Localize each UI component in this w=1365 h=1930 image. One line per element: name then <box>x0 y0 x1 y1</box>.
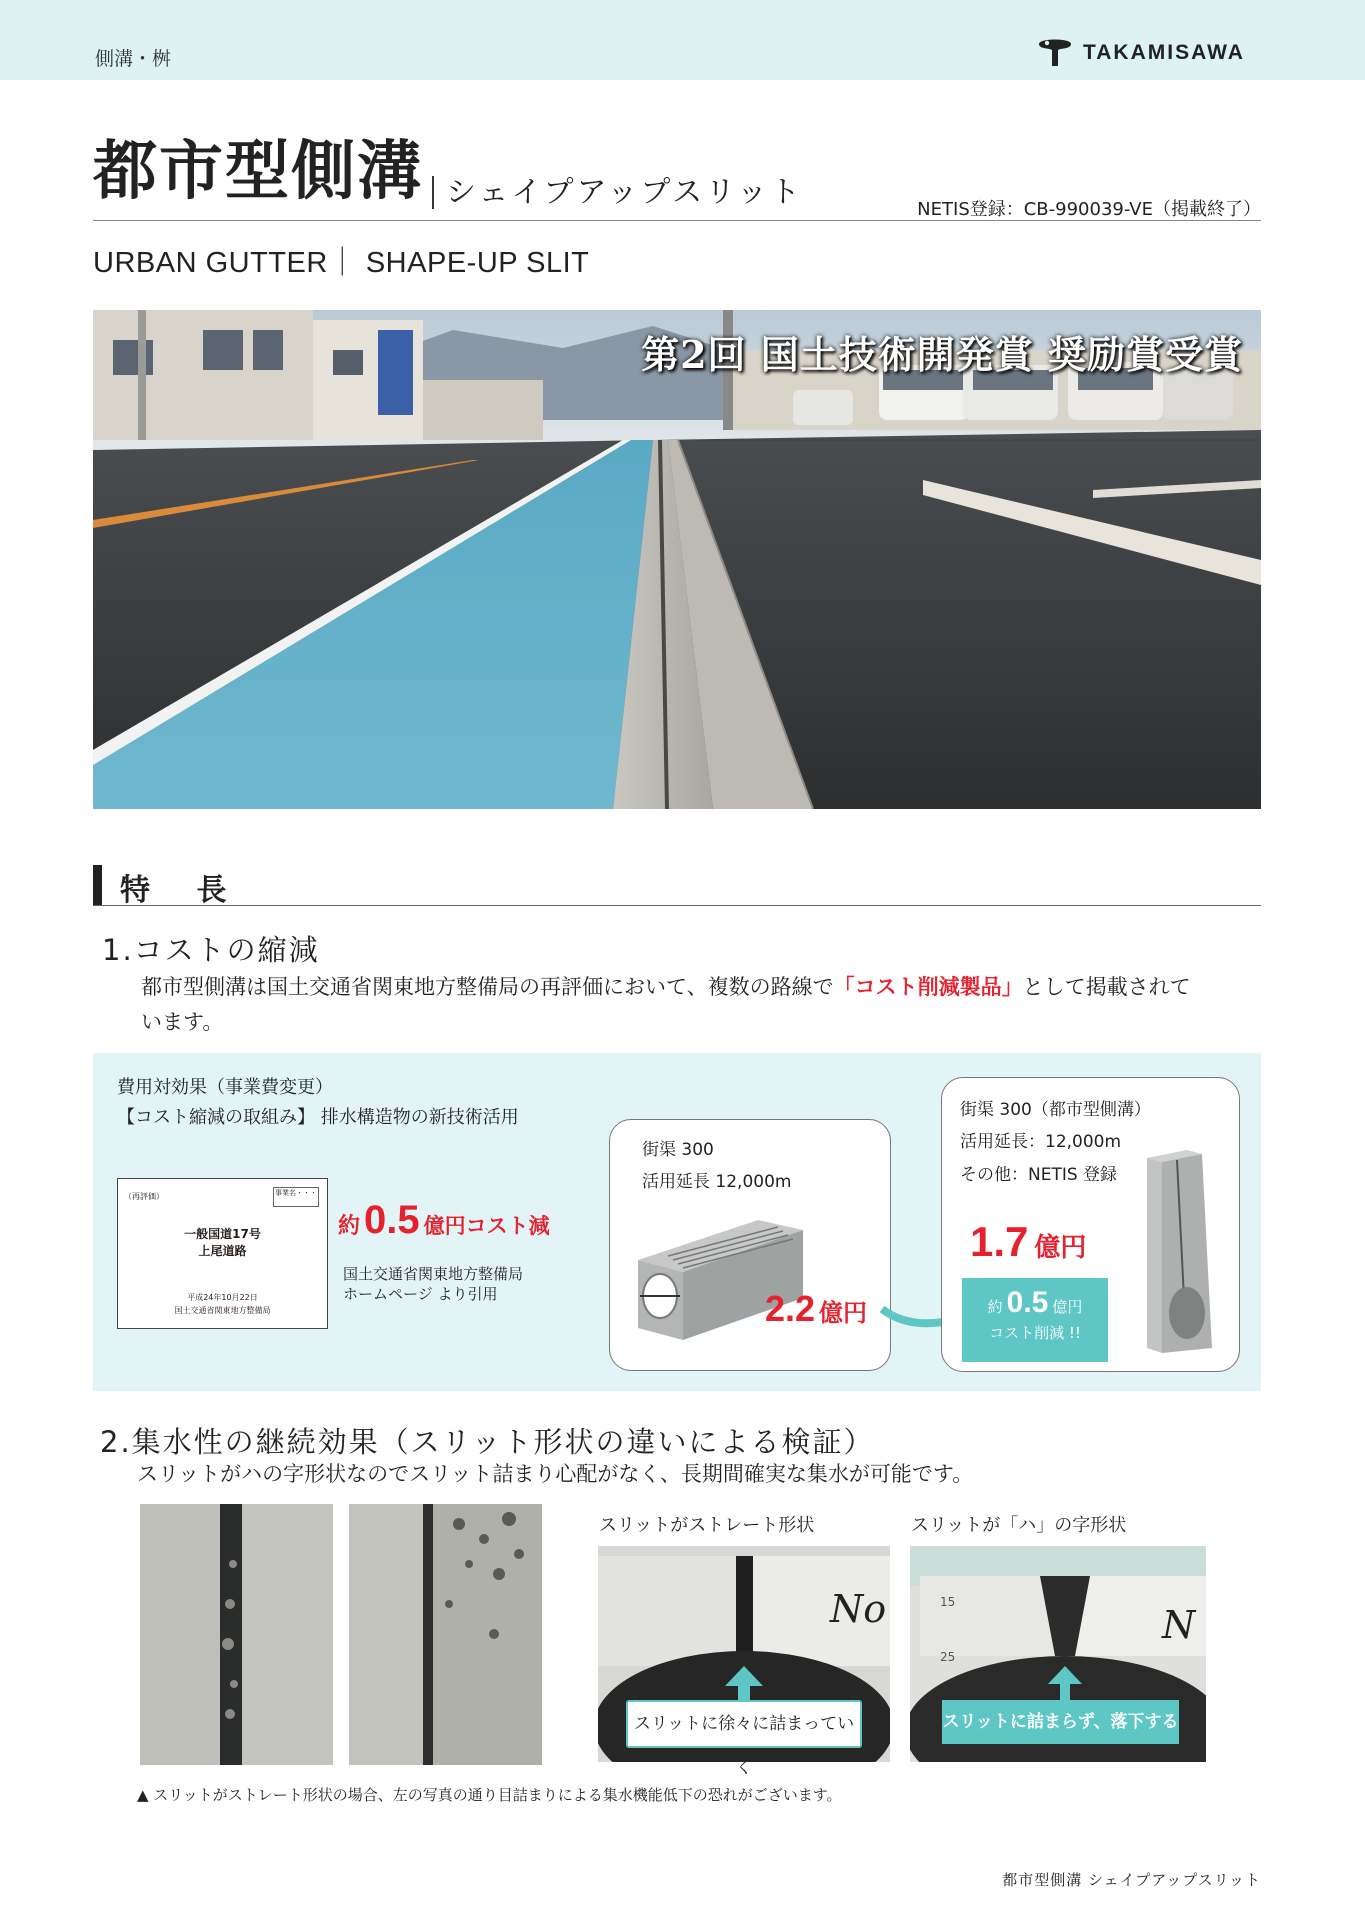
feature-2-title: 2.集水性の継続効果（スリット形状の違いによる検証） <box>100 1425 875 1459</box>
netis-registration: NETIS登録：CB-990039-VE（掲載終了） <box>917 199 1261 220</box>
urban-gutter-image <box>1132 1148 1217 1358</box>
ha-slit-label: スリットが「ハ」の字形状 <box>911 1515 1127 1536</box>
straight-slit-label: スリットがストレート形状 <box>599 1515 815 1536</box>
evaluation-document <box>117 1178 328 1329</box>
page-subtitle: シェイプアップスリット <box>432 176 803 209</box>
page-title: 都市型側溝 <box>93 135 423 209</box>
badge-prefix: 約 <box>987 1298 1003 1316</box>
cost-reduction-highlight: 「コスト削減製品」 <box>833 975 1023 999</box>
card1-cost-value: 2.2 <box>765 1288 816 1329</box>
saving-badge <box>962 1278 1108 1362</box>
feature-1-text <box>141 970 1266 1039</box>
card2-specs <box>960 1094 1151 1191</box>
card2-cost-value: 1.7 <box>970 1218 1029 1265</box>
logo-text: TAKAMISAWA <box>1083 41 1245 64</box>
source-note-2: ホームページ より引用 <box>343 1285 498 1303</box>
card1-line1: 街渠 300 <box>642 1140 714 1160</box>
english-title: URBAN GUTTER｜ SHAPE-UP SLIT <box>93 247 590 279</box>
heading-bar <box>93 865 102 905</box>
slit-warning-note: ▲ スリットがストレート形状の場合、左の写真の通り目詰まりによる集水機能低下の恐れがございます。 <box>137 1786 842 1804</box>
section-title: 特 長 <box>120 873 245 908</box>
company-logo <box>1035 36 1245 70</box>
saving-suffix: 億円コスト減 <box>423 1215 550 1238</box>
saving-badge-amount <box>962 1286 1108 1320</box>
card1-line2: 活用延長 12,000m <box>642 1172 792 1193</box>
card2-line2: 活用延長：12,000m <box>960 1132 1122 1153</box>
conventional-gutter-card <box>609 1119 891 1371</box>
card2-cost-unit: 億円 <box>1034 1232 1087 1262</box>
doc-date: 平成24年10月22日 <box>187 1293 258 1302</box>
card2-cost <box>970 1218 1086 1266</box>
straight-photo-marking: No <box>830 1587 887 1631</box>
title-divider <box>93 220 1261 221</box>
doc-org: 国土交通省関東地方整備局 <box>174 1306 271 1315</box>
road-gutter-photo <box>93 310 1261 809</box>
badge-note: コスト削減 !! <box>989 1324 1081 1342</box>
category-label: 側溝・桝 <box>95 48 172 70</box>
section-heading-features <box>93 865 1261 906</box>
card1-cost <box>765 1288 867 1330</box>
feature-1-text-start: 都市型側溝は国土交通省関東地方整備局の再評価において、複数の路線で <box>141 975 834 999</box>
clogged-slit-photo-1 <box>140 1504 333 1765</box>
straight-slit-caption: スリットに徐々に詰まっていく <box>626 1700 862 1748</box>
feature-2-text: スリットがハの字形状なのでスリット詰まり心配がなく、長期間確実な集水が可能です。 <box>137 1462 974 1486</box>
footer-text: 都市型側溝 シェイプアップスリット <box>1002 1871 1261 1889</box>
urban-gutter-card <box>941 1077 1240 1372</box>
saving-amount <box>338 1198 550 1243</box>
card2-line3: その他：NETIS 登録 <box>960 1164 1118 1185</box>
badge-value: 0.5 <box>1006 1286 1049 1319</box>
feature-1-title: 1.コストの縮減 <box>102 933 320 967</box>
saving-value: 0.5 <box>364 1198 420 1242</box>
cost-label-2: 【コスト縮減の取組み】 排水構造物の新技術活用 <box>117 1107 519 1128</box>
source-note-1: 国土交通省関東地方整備局 <box>343 1265 524 1283</box>
cost-label-1: 費用対効果（事業費変更） <box>117 1077 333 1098</box>
clogged-slit-photo-2 <box>349 1504 542 1765</box>
doc-title-1: 一般国道17号 <box>184 1227 261 1241</box>
takamisawa-logo-icon <box>1035 36 1075 70</box>
ha-slit-caption: スリットに詰まらず、落下する <box>942 1700 1179 1744</box>
card1-specs <box>642 1134 791 1199</box>
ha-photo-marking: N <box>1162 1603 1196 1647</box>
feature-1-text-end: として掲載されて <box>1022 975 1191 999</box>
doc-corner-left: （再評価） <box>124 1192 164 1201</box>
badge-unit: 億円 <box>1052 1298 1083 1316</box>
doc-title-2: 上尾道路 <box>198 1244 247 1258</box>
saving-prefix: 約 <box>338 1213 361 1238</box>
gauge-bottom-number: 25 <box>940 1650 956 1664</box>
card2-line1: 街渠 300（都市型側溝） <box>960 1100 1151 1120</box>
hero-photo <box>93 310 1261 809</box>
card1-cost-unit: 億円 <box>819 1300 868 1327</box>
doc-corner-box: 事業名・・・ <box>273 1187 319 1207</box>
award-caption: 第2回 国土技術開発賞 奨励賞受賞 <box>641 332 1243 377</box>
feature-1-text-line2: います。 <box>141 1009 224 1034</box>
gauge-top-number: 15 <box>940 1595 956 1609</box>
